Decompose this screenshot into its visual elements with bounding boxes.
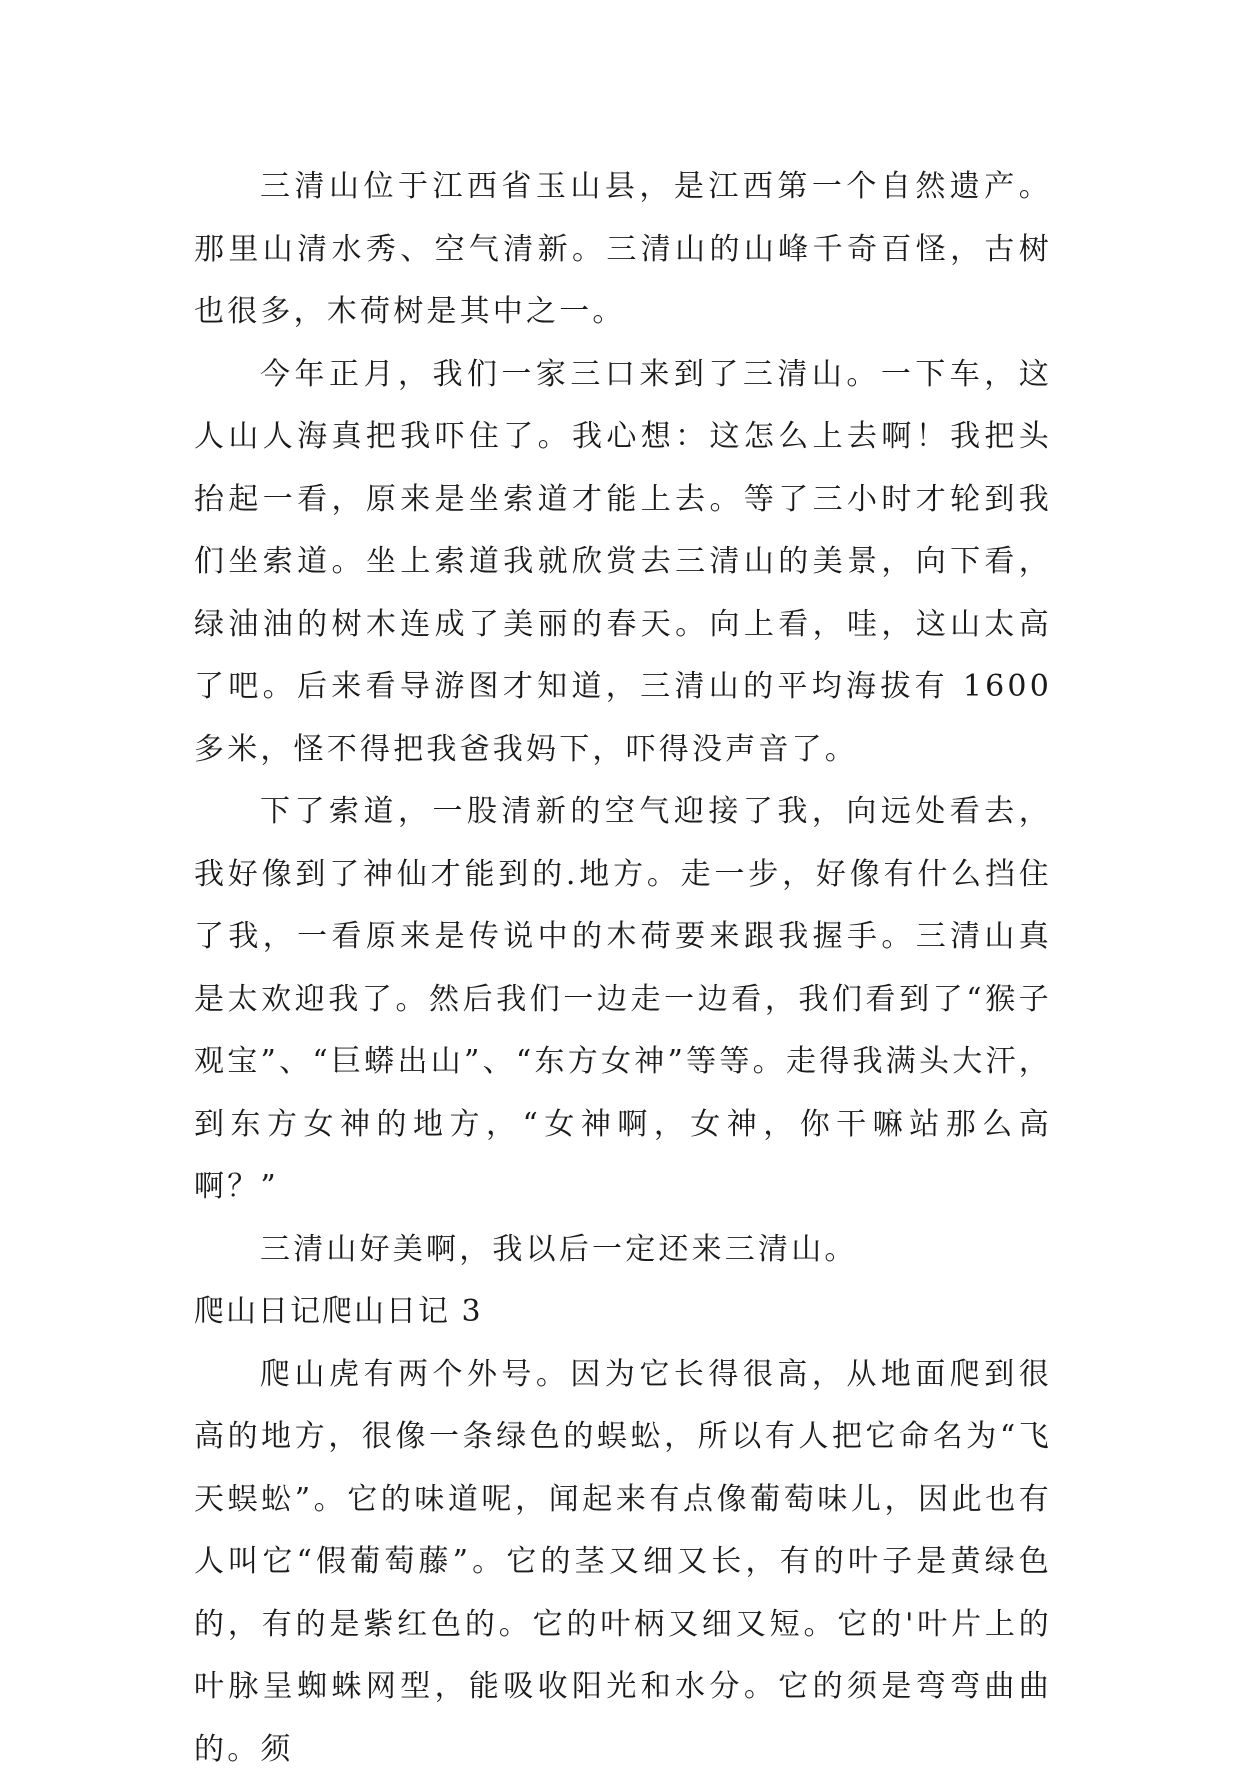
section-heading: 爬山日记爬山日记 3 — [194, 1281, 1052, 1344]
paragraph-creeper: 爬山虎有两个外号。因为它长得很高，从地面爬到很高的地方，很像一条绿色的蜈蚣，所以有人把它命名为“飞天蜈蚣”。它的味道呢，闻起来有点像葡萄味儿，因此也有人叫它“假葡萄藤”。它的茎又细又长，有的叶子是黄绿色的，有的是紫红色的。它的叶柄又细又短。它的'叶片上的叶脉呈蜘蛛网型，能吸收阳光和水分。它的须是弯弯曲曲的。须 — [194, 1344, 1052, 1781]
paragraph-sanqingshan-intro: 三清山位于江西省玉山县，是江西第一个自然遗产。那里山清水秀、空气清新。三清山的山峰千奇百怪，古树也很多，木荷树是其中之一。 — [194, 156, 1052, 344]
document-page — [194, 156, 1052, 1781]
paragraph-scenery: 下了索道，一股清新的空气迎接了我，向远处看去，我好像到了神仙才能到的.地方。走一步，好像有什么挡住了我，一看原来是传说中的木荷要来跟我握手。三清山真是太欢迎我了。然后我们一边走一边看，我们看到了“猴子观宝”、“巨蟒出山”、“东方女神”等等。走得我满头大汗，到东方女神的地方，“女神啊，女神，你干嘛站那么高啊？” — [194, 781, 1052, 1219]
paragraph-cable-car: 今年正月，我们一家三口来到了三清山。一下车，这人山人海真把我吓住了。我心想：这怎么上去啊！我把头抬起一看，原来是坐索道才能上去。等了三小时才轮到我们坐索道。坐上索道我就欣赏去三清山的美景，向下看，绿油油的树木连成了美丽的春天。向上看，哇，这山太高了吧。后来看导游图才知道，三清山的平均海拔有 1600 多米，怪不得把我爸我妈下，吓得没声音了。 — [194, 344, 1052, 782]
paragraph-conclusion: 三清山好美啊，我以后一定还来三清山。 — [194, 1219, 1052, 1282]
